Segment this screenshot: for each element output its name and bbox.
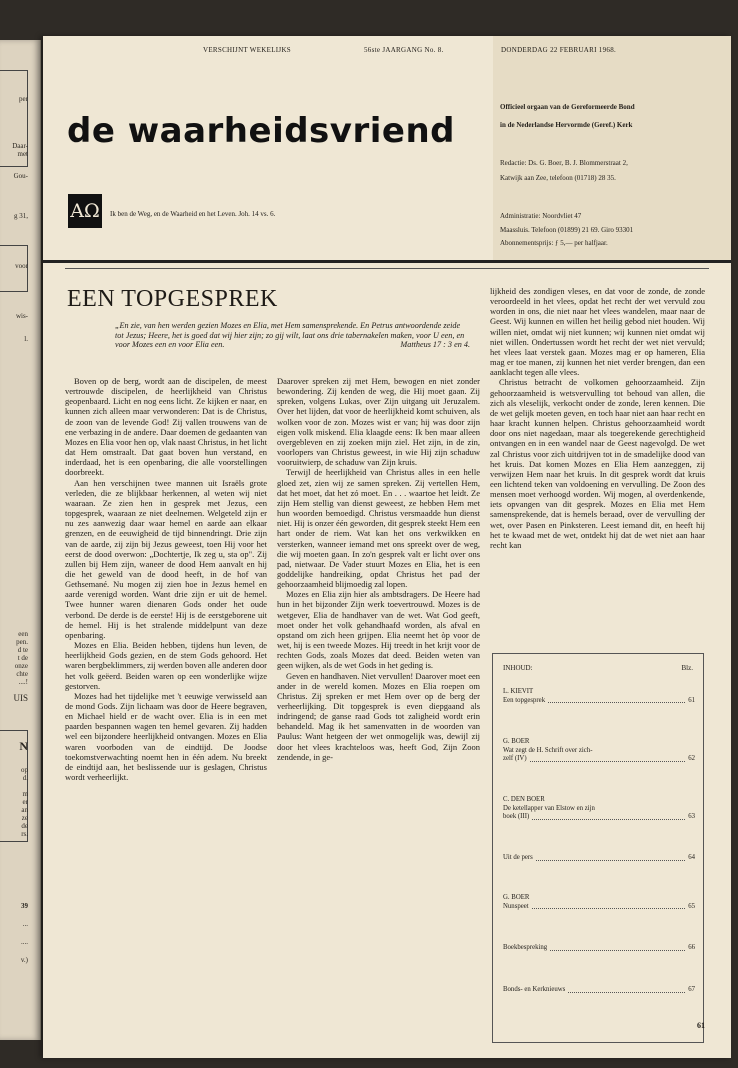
contents-title: Uit de pers xyxy=(503,854,533,861)
admin-line-1: Administratie: Noordvliet 47 xyxy=(500,212,582,220)
admin-line-2: Maassluis. Telefoon (01899) 21 69. Giro 93301 xyxy=(500,226,634,234)
epigraph-reference: Mattheus 17 : 3 en 4. xyxy=(400,340,470,350)
newspaper-page xyxy=(43,36,731,1058)
paragraph: Mozes en Elia zijn hier als ambtsdragers. De Heere had hun in het bijzonder Zijn werk toevertrouwd. Mozes is de wetgever, Elia de handhaver van de wet. Wat God geeft, moet onder het volk gehandhaafd worden, als afval en opstand om zich heen grijpen. Elia neemt het òp voor de wet, hij is een tweede Mozes. Hij treedt in het krijt voor de rechten Gods, zoals Mozes dat deed. Beiden weten van geen wijken, als de wet Gods in het geding is. xyxy=(277,589,480,671)
page-number: 61 xyxy=(697,1021,705,1030)
prev-page-fragment: op xyxy=(21,766,28,774)
contents-item xyxy=(503,894,695,911)
contents-title: Nunspeet xyxy=(503,902,529,910)
article-column-1 xyxy=(65,376,267,1036)
prev-page-fragment: een xyxy=(18,630,28,638)
contents-item xyxy=(503,854,695,863)
prev-page-fragment: met xyxy=(17,150,28,158)
masthead-rule xyxy=(43,260,731,263)
prev-page-fragment: ze xyxy=(21,814,28,822)
table-of-contents xyxy=(492,653,704,1043)
prev-page-fragment: de xyxy=(21,822,28,830)
contents-author: G. BOER xyxy=(503,738,530,745)
contents-header xyxy=(503,664,693,672)
contents-title-continued: boek (III) xyxy=(503,813,530,820)
prev-page-fragment: onze xyxy=(14,662,28,670)
paragraph: Geven en handhaven. Niet vervullen! Daarover moet een ander in de wereld komen. Mozes en Elia roepen om Christus. Zij spreken er met Hem over op de berg der verheerlijking. Dit topgesprek is even diepgaand als indringend; de ganse raad Gods tot zaligheid wordt erin behandeld. Mag ik het samenvatten in de woorden van Paulus: Want hetgeen der wet onmogelijk was, dewijl zij door het vlees krachteloos was, heeft God, Zijn Zoon zendende, in ge- xyxy=(277,670,480,762)
prev-page-fragment: ... xyxy=(22,920,28,928)
article-headline: EEN TOPGESPREK xyxy=(67,286,278,312)
prev-page-fragment: .... xyxy=(21,938,28,946)
prev-page-fragment: v.) xyxy=(20,956,28,964)
contents-item xyxy=(503,986,695,995)
contents-page: 67 xyxy=(688,986,695,993)
contents-item xyxy=(503,688,695,705)
contents-title: Bonds- en Kerknieuws xyxy=(503,986,566,993)
contents-page: 61 xyxy=(688,696,695,704)
article-column-3 xyxy=(490,286,705,636)
editorial-line-1: Redactie: Ds. G. Boer, B. J. Blommerstraat 2, xyxy=(500,159,628,167)
paragraph: Terwijl de heerlijkheid van Christus alles in een helle gloed zet, zien wij ze samen spreken. Zij vertellen Hem, dat het moet, dat het zó moet. En . . . waartoe het leidt. Ze zijn Hem stellig van dienst geweest, ze hebben Hem met hun woorden bemoedigd. Christus versmaadde hun dienst niet. Hij is onzer één geworden, dit gesprek steekt Hem een hart onder de riem. Wat kan het ons verkwikken en versterken, wanneer iemand met ons spreekt over de weg, die wij moeten gaan. In zo'n gesprek valt er licht over ons pad, nietwaar. De Vader stuurt Mozes en Elia, het is een goddelijke handreiking, opdat Christus het pad der gehoorzaamheid blijmoedig zal lopen. xyxy=(277,467,480,590)
contents-author: C. DEN BOER xyxy=(503,796,545,803)
prev-page-fragment: g 31, xyxy=(14,212,28,220)
prev-page-fragment: ....! xyxy=(18,678,28,686)
admin-line-3: Abonnementsprijs: ƒ 5,— per halfjaar. xyxy=(500,239,608,247)
paragraph: Boven op de berg, wordt aan de discipelen, de meest vertrouwde discipelen, de heerlijkheid van Christus geopenbaard. Licht en nog eens licht. Ze kijken er naar, en kunnen zich alleen maar verwonderen: Dat is de Christus, de zoon van de levende God! Zij vallen trouwens van de ene verbazing in de andere. Daar doemen de gedaanten van Mozes en Elia voor hen op, vlak naast Christus, in het licht dat Hem omstraalt. Dat gaat boven hun verstand, en inderdaad, het is een openbaring, die alle voorstellingen doorbreekt. xyxy=(65,376,267,478)
prev-page-fragment: t de xyxy=(17,654,28,662)
contents-title: Wat zegt de H. Schrift over zich- xyxy=(503,746,593,754)
issue-date: DONDERDAG 22 FEBRUARI 1968. xyxy=(501,46,617,54)
previous-page-edge xyxy=(0,40,41,1040)
prev-page-fragment: wis- xyxy=(15,312,28,320)
prev-page-fragment: m xyxy=(22,790,28,798)
volume-number: 56ste JAARGANG No. 8. xyxy=(364,46,444,54)
prev-page-fragment: 39 xyxy=(21,902,28,910)
prev-page-fragment: l. xyxy=(24,335,28,343)
contents-page: 63 xyxy=(688,813,695,820)
paragraph: Mozes had het tijdelijke met 't eeuwige verwisseld aan de mond Gods. Zijn lichaam was door de Heere begraven, en Michael hield er de wacht over. Elia is in een met paarden bespannen wagen ten hemel gevaren. Zij hadden wel een bijzondere heerlijkheid ontvangen. Mozes en Elia waren voorboden van de eindtijd. De Joodse toekomstverwachting noemt hen in één adem. Nu breekt de eindtijd aan, het beslissende uur is geslagen, Christus wordt verheerlijkt. xyxy=(65,690,267,783)
prev-page-fragment: UIS xyxy=(13,693,28,703)
contents-item xyxy=(503,796,695,822)
prev-page-fragment: voor xyxy=(15,262,28,270)
contents-heading: INHOUD: xyxy=(503,664,533,672)
contents-title-continued: zelf (IV) xyxy=(503,755,527,762)
paragraph: Aan hen verschijnen twee mannen uit Israëls grote verleden, die ze blijkbaar herkennen, al weten wij niet waaraan. Ze zien hen in gesprek met Jezus, een topgesprek, waaraan ze niet deelnemen. Welgeteld zijn er nu zes aanwezig daar waar hemel en aarde aan elkaar grenzen, en de eeuwigheid de tijd binnendringt. Drie zijn van de aarde, zij zijn bij Jezus geweest, toen Hij voor het eerst de dood overwon: „Dochtertje, Ik zeg u, sta op". Zij zullen bij Hem zijn, waneer de dood Hem aanvalt en hij die het geweld van de dood heeft, in de hof van Gethsemané. Nu mogen zij zien hoe in Jezus hemel en aarde verenigd worden. Want drie zijn er uit de hemel. Twee hunner waren dienaren Gods onder het oude verbond. De derde is de eerste! Hij is de eerstgeborene uit de hemel. Hij is het stralende middelpunt van deze openbaring. xyxy=(65,477,267,640)
contents-page: 66 xyxy=(688,944,695,951)
contents-page: 64 xyxy=(688,854,695,861)
contents-page: 62 xyxy=(688,755,695,762)
contents-page: 65 xyxy=(688,902,695,910)
masthead-title: de waarheidsvriend xyxy=(67,111,455,151)
prev-page-fragment: an xyxy=(21,806,28,814)
page-column-heading: Blz. xyxy=(681,664,693,672)
prev-page-fragment: Daar- xyxy=(12,142,28,150)
prev-page-fragment: rs. xyxy=(21,830,28,838)
paragraph: Daarover spreken zij met Hem, bewogen en niet zonder bewondering. Zij kenden de weg, die Hij moet gaan. Zij spreken, volgens Lukas, over Zijn uitgang uit Jeruzalem. Over het lijden, dat voor de heerlijkheid komt schuiven, als wolken voor de zon. Mozes wist er van; hij was door zijn eigen volk miskend. Elia klaagde eens: Ik ben maar alleen overgebleven en zij zoeken mijn ziel. Het zijn, in de zin, voorlopers van Christus geweest, in wie Hij zijn schaduw vooruitwierp, de schaduw van Zijn kruis. xyxy=(277,376,480,468)
contents-item xyxy=(503,738,695,764)
motto: Ik ben de Weg, en de Waarheid en het Leven. Joh. 14 vs. 6. xyxy=(110,210,276,218)
prev-page-fragment: chte xyxy=(16,670,28,678)
prev-page-fragment: er xyxy=(22,798,28,806)
prev-page-fragment: d te xyxy=(17,646,28,654)
prev-page-fragment: d. xyxy=(22,774,28,782)
prev-page-fragment: per xyxy=(19,95,28,103)
alpha-omega-logo: AΩ xyxy=(68,194,102,228)
official-organ-line-1: Officieel orgaan van de Gereformeerde Bond xyxy=(500,103,635,111)
official-organ-line-2: in de Nederlandse Hervormde (Geref.) Kerk xyxy=(500,121,633,129)
contents-item xyxy=(503,944,695,953)
article-column-2 xyxy=(277,376,480,1036)
article-epigraph xyxy=(115,321,470,350)
editorial-line-2: Katwijk aan Zee, telefoon (01718) 28 35. xyxy=(500,174,616,182)
prev-page-fragment: pen. xyxy=(16,638,28,646)
contents-author: G. BOER xyxy=(503,894,530,901)
prev-page-fragment: Gou- xyxy=(13,172,28,180)
contents-title: Boekbespreking xyxy=(503,944,548,951)
contents-title: De ketellapper van Elstow en zijn xyxy=(503,804,595,812)
prev-page-fragment: N xyxy=(19,739,28,753)
contents-title: Een topgesprek xyxy=(503,696,546,704)
epigraph-text: „En zie, van hen werden gezien Mozes en Elia, met Hem samensprekende. En Petrus antwoordende zeide tot Jezus; Heere, het is goed dat wij hier zijn; zo gij wilt, laat ons drie tabernakelen maken, voor U een, en voor Mozes een en voor Elia een. xyxy=(115,321,465,350)
contents-author: L. KIEVIT xyxy=(503,688,534,695)
paragraph: Christus betracht de volkomen gehoorzaamheid. Zijn gehoorzaamheid is wetsvervulling tot behoud van allen, die zich als vleselijk, verkocht onder de zonde, leren kennen. Die de wet gelijk moeten geven, en toch haar niet aan haar recht en haar kracht kunnen helpen. Christus gehoorzaamheid wordt door ons niet nagedaan, maar als toegerekende gerechtigheid ontvangen en in een wandel naar de Geest nagevolgd. De wet zal Christus voor zich uitdrijven tot in de smadelijke dood van het kruis. Dat komen Mozes en Elia Hem aanzeggen, zij verwijzen Hem naar het kruis. In dit gesprek wordt dat kruis een lichtend teken van voldoening en vervulling. De Zoon des mensen moet verhoogd worden. Wij mogen, al overdenkende, iets opvangen van dit gesprek. Mozes en Elia met Hem samensprekende, dat is hemels beraad, over de vervulling der wet, over Pasen en Pinksteren. Leest iemand dit, en heeft hij het te kwaad met de wet, ontdekt hij dat de wet niet aan haar recht kan xyxy=(490,377,705,550)
divider-rule xyxy=(65,268,709,269)
publication-frequency: VERSCHIJNT WEKELIJKS xyxy=(203,46,291,54)
paragraph: Mozes en Elia. Beiden hebben, tijdens hun leven, de heerlijkheid Gods gezien, en de stem Gods gehoord. Het waren bergbeklimmers, zij werden boven alle anderen door het volk geëerd. Beiden waren op een wonderlijke wijze gestorven. xyxy=(65,640,267,691)
paragraph: lijkheid des zondigen vleses, en dat voor de zonde, de zonde veroordeeld in het vlees, opdat het recht der wet vervuld zou worden in ons, die niet naar het vlees wandelen, maar naar de Geest. Wij kunnen en willen het heilig gebod niet houden. Wij willen niet, omdat wij niet kunnen; wij kunnen niet omdat wij niet willen. Ondertussen wordt het recht der wet niet vervuld; het vlees laat verstek gaan. Mozes mag er op hameren, Elia mag er toe manen, zij kunnen het niet verder brengen, dan een aanklacht tegen alle vlees. xyxy=(490,286,705,378)
